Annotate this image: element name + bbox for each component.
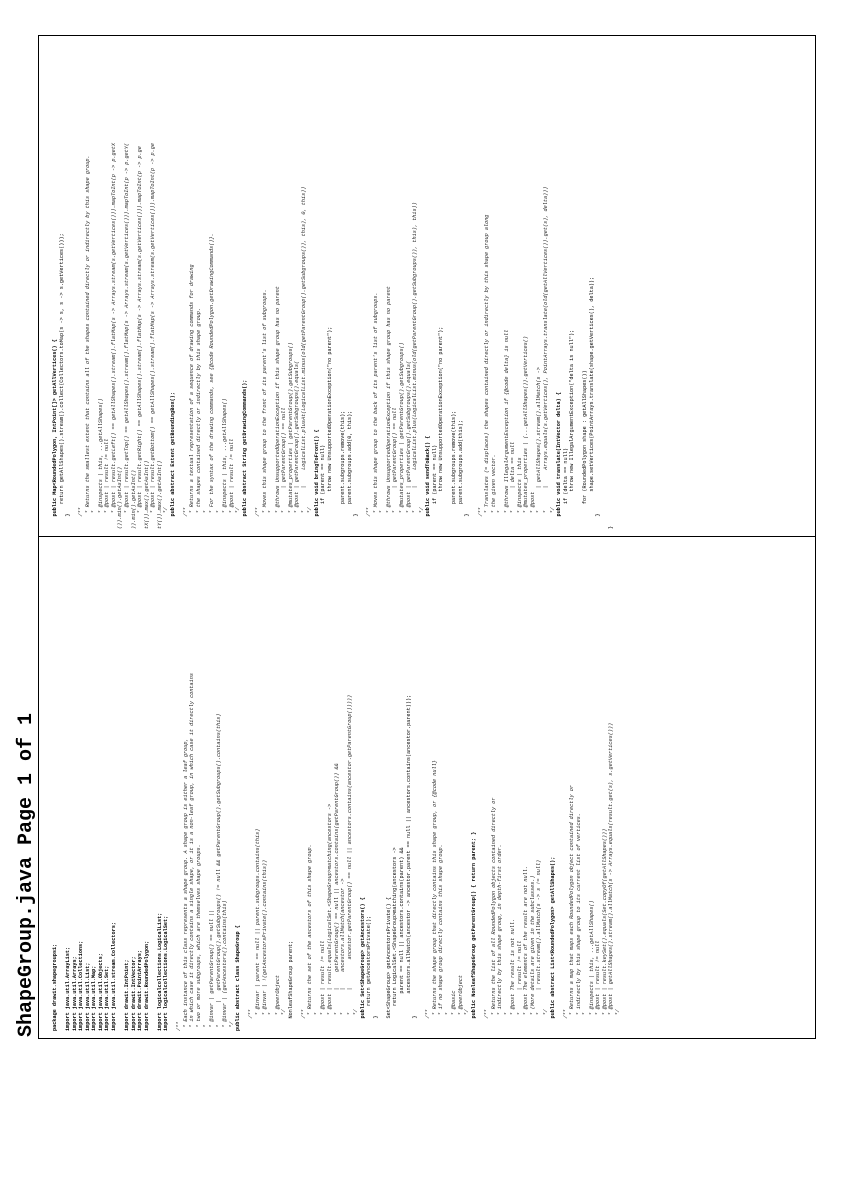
code-line: import java.util.Set; xyxy=(104,965,111,1031)
code-line: public Set<ShapeGroup> getAncestors() { xyxy=(359,897,366,1031)
code-line: * xyxy=(444,1012,451,1031)
code-line: * @post | result.keySet().equals(Set.copyOf(getAllShapes())) xyxy=(601,828,608,1031)
code-line: * @post | result != null xyxy=(320,940,327,1031)
code-line: shape.setVertices(PointArrays.translate(shape.getVertices(), delta)); xyxy=(588,276,595,529)
code-line: public abstract class ShapeGroup { xyxy=(235,925,242,1031)
code-line: import drawit.IntVector; xyxy=(130,956,137,1031)
code-line: public void translate(IntVector delta) { xyxy=(556,392,563,529)
code-line: /** xyxy=(176,1021,183,1031)
code-line: * the shapes contained directly or indirectly by this shape group. xyxy=(196,307,203,529)
code-line: * @post | result != null xyxy=(104,438,111,529)
code-line: * Moves this shape group to the back of its parent's list of subgroups. xyxy=(372,292,379,529)
code-line: */ xyxy=(228,1021,235,1031)
code-line: * @inspects | this, ...getAllShapes() xyxy=(222,398,229,529)
code-column-right xyxy=(52,39,812,529)
code-line: * @post | result != null xyxy=(595,940,602,1031)
code-line: import java.util.Map; xyxy=(91,965,98,1031)
code-line: public NonleafShapeGroup getParentGroup() { return parent; } xyxy=(471,831,477,1031)
code-line: public Map<RoundedPolygon, IntPoint[]> getAllVertices() { xyxy=(52,339,58,529)
code-line: parent.subgroups.remove(this); xyxy=(451,410,458,529)
code-line: tX()).max().getAsInt() xyxy=(143,460,150,529)
page-title: ShapeGroup.java Page 1 of 1 xyxy=(15,712,38,1037)
code-line: * | ancestor.getParentGroup() == null || ancestors.contains(ancestor.getParentGroup())))) xyxy=(346,694,353,1031)
code-line: import java.util.Objects; xyxy=(97,953,104,1031)
code-line: * @post | getParentGroup().getSubgroups().equals( xyxy=(405,360,412,529)
code-line: * xyxy=(313,1012,320,1031)
code-line: * For the syntax of the drawing commands, see {@code RoundedPolygon.getDrawingCommands()}. xyxy=(209,233,216,529)
code-line: tY()).max().getAsInt() xyxy=(156,460,163,529)
code-line: throw new UnsupportedOperationException("no parent"); xyxy=(438,326,445,529)
code-line: import java.util.ArrayList; xyxy=(65,946,72,1031)
code-line: * xyxy=(379,510,386,529)
code-line: /** xyxy=(562,1009,569,1031)
code-line: * Translates (= displaces) the shapes contained directly or indirectly by this shape group along xyxy=(484,214,491,529)
code-line: return getAncestorsPrivate(); xyxy=(366,915,373,1031)
code-line: import logicalcollections.LogicalSet; xyxy=(163,915,170,1031)
code-line: * @peerObject xyxy=(457,974,464,1031)
code-line: */ xyxy=(163,507,170,529)
code-line: * Moves this shape group to the front of its parent's list of subgroups. xyxy=(261,289,268,529)
code-line: for (RoundedPolygon shape : getAllShapes()) xyxy=(582,370,589,529)
code-line: parent.subgroups.add(0, this); xyxy=(346,410,353,529)
code-line: Set<ShapeGroup> getAncestorsPrivate() { xyxy=(385,897,392,1031)
code-line: * @inspects | this xyxy=(516,457,523,529)
code-line: * if no shape group directly contains this shape group. xyxy=(438,844,445,1031)
code-line: } xyxy=(608,525,615,529)
code-line: * xyxy=(202,1024,209,1031)
code-line: NonleafShapeGroup parent; xyxy=(287,940,294,1031)
code-line: public void sendToBack() { xyxy=(425,435,432,529)
code-line: * @invar | getParentGroup() == null || xyxy=(209,909,216,1031)
code-line: * xyxy=(215,510,222,529)
code-line: * | getParentGroup() == null xyxy=(281,407,288,529)
code-line: * @throws UnsupportedOperationException if this shape group has no parent xyxy=(274,286,281,529)
code-line: * @inspects | this, ...getAllShapes() xyxy=(97,398,104,529)
code-line: * indirectly by this shape group, in depth-first order. xyxy=(497,844,504,1031)
code-line: * | getParentGroup() == null || ancestors.contains(getParentGroup()) && xyxy=(333,763,340,1031)
code-line: */ xyxy=(615,1009,622,1031)
code-line: public abstract Extent getBoundingBox(); xyxy=(169,392,176,529)
code-line: */ xyxy=(549,507,556,529)
code-line: * @post | result.getTop() == getAllShapes().stream().flatMap(s -> Arrays.stream(s.getVertices())).mapToInt(p -> p.getY( xyxy=(124,142,131,529)
code-line: */ xyxy=(235,507,242,529)
code-line: * Returns the list of all RoundedPolygon objects contained directly or xyxy=(490,797,497,1031)
code-line: /** xyxy=(248,1009,255,1031)
code-line: return getAllShapes().stream().collect(Collectors.toMap(s -> s, s -> s.getVertices())); xyxy=(58,233,65,529)
code-line: * @throws IllegalArgumentException if {@code delta} is null xyxy=(503,329,510,529)
code-line: * Each instance of this class represents a shape group. A shape group is either a leaf group, xyxy=(182,738,189,1031)
code-line: package drawit.shapegroups1; xyxy=(52,943,58,1031)
code-line: /** xyxy=(254,507,261,529)
code-line: public abstract List<RoundedPolygon> getAllShapes(); xyxy=(549,856,556,1031)
code-line: /** xyxy=(366,507,373,529)
code-line: import logicalcollections.LogicalList; xyxy=(156,912,163,1031)
code-line: * | delta == null xyxy=(510,441,517,529)
code-line: return LogicalSet.<ShapeGroup>matching(ancestors -> xyxy=(392,847,399,1031)
code-line: } xyxy=(65,513,72,529)
code-line: * | getParentGroup() == null xyxy=(392,407,399,529)
code-line: */ xyxy=(281,1009,288,1031)
code-line: * Returns a map that maps each RoundedPolygon object contained directly or xyxy=(569,785,576,1031)
code-line: /** xyxy=(300,1009,307,1031)
code-line: * | ancestors.allMatch(ancestor -> xyxy=(340,878,347,1031)
code-line: * @mutates_properties | getParentGroup().getSubgroups() xyxy=(398,342,405,529)
code-line: * xyxy=(268,1012,275,1031)
code-line: * the given vector. xyxy=(490,454,497,529)
code-line: )).min().getAsInt() xyxy=(130,469,137,529)
code-line: /** xyxy=(484,1009,491,1031)
code-line: if (parent == null) xyxy=(431,444,438,529)
code-line: * xyxy=(503,1012,510,1031)
code-line: * xyxy=(582,1012,589,1031)
code-line: } xyxy=(353,513,360,529)
code-line: import java.util.stream.Collectors; xyxy=(110,922,117,1031)
code-line: * xyxy=(497,510,504,529)
code-line: * @post | getAllShapes().stream().allMatch(s -> Arrays.equals(result.get(s), s.getVertices())) xyxy=(608,722,615,1031)
code-line: * @inspects | this, ...getAllShapes() xyxy=(588,900,595,1031)
code-line: throw new IllegalArgumentException("delta is null"); xyxy=(569,329,576,529)
code-line: * @post | result.getBottom() == getAllShapes().stream().flatMap(s -> Arrays.stream(s.getVertices())).mapToInt(p -> p.ge xyxy=(150,142,157,529)
code-column-left xyxy=(52,545,812,1031)
code-line: */ xyxy=(543,1009,550,1031)
code-line: * @post xyxy=(529,491,536,529)
code-line: * indirectly by this shape group to its current list of vertices. xyxy=(575,813,582,1031)
code-line: * @peerObject xyxy=(274,974,281,1031)
code-line: } xyxy=(464,513,471,529)
code-line: /** xyxy=(78,507,85,529)
code-line: */ xyxy=(307,507,314,529)
code-line: import drawit.IntPoint; xyxy=(124,959,131,1031)
code-line: } xyxy=(372,1015,379,1031)
code-line: parent == null || ancestors.contains(parent) && xyxy=(398,847,405,1031)
code-line: * @post | getParentGroup().getSubgroups().equals( xyxy=(294,360,301,529)
code-line: * @post | result != null xyxy=(228,438,235,529)
code-line: /** xyxy=(182,507,189,529)
code-line: * | result.stream().allMatch(s -> s != null) xyxy=(536,859,543,1031)
code-line: * @invar | !(getAncestorsPrivate().contains(this)) xyxy=(261,859,268,1031)
code-line: * | LogicalList.plus(LogicalList.minus(old(getParentGroup().getSubgroups()), this), this)) xyxy=(412,202,419,529)
code-line: * xyxy=(91,510,98,529)
column-divider xyxy=(38,536,816,537)
code-line: import drawit.RoundedPolygon; xyxy=(143,940,150,1031)
code-line: * xyxy=(202,510,209,529)
code-line: * @post | result.getLeft() == getAllShapes().stream().flatMap(s -> Arrays.stream(s.getVertices())).mapToInt(p -> p.getX xyxy=(110,142,117,529)
code-line: * (More details are given in the subclasses.) xyxy=(529,875,536,1031)
code-line: */ xyxy=(353,1009,360,1031)
code-line: * Returns a textual representation of a sequence of drawing commands for drawing xyxy=(189,264,196,529)
code-line: import drawit.PointArrays; xyxy=(137,950,144,1031)
code-line: * | LogicalList.plusAt(LogicalList.minus(old(getParentGroup().getSubgroups()), this), 0, this)) xyxy=(300,186,307,529)
code-line: import java.util.List; xyxy=(84,962,91,1031)
code-line: } xyxy=(412,1015,419,1031)
code-line: if (delta == null) xyxy=(562,448,569,529)
code-line: * Returns the shape group that directly contains this shape group, or {@code null} xyxy=(431,760,438,1031)
code-line: * in which case it directly contains a single shape, or it is a non-leaf group, in which case it directly contains xyxy=(189,673,196,1031)
code-line: * Returns the set of the ancestors of this shape group. xyxy=(307,844,314,1031)
code-line: parent.subgroups.add(this); xyxy=(457,420,464,529)
code-line: */ xyxy=(418,507,425,529)
code-line: * @post The result is not null. xyxy=(510,918,517,1031)
code-line: public void bringToFront() { xyxy=(313,429,320,529)
code-line: /** xyxy=(425,1009,432,1031)
code-line: * | result != null xyxy=(516,940,523,1031)
code-line: */ xyxy=(464,1009,471,1031)
code-line: } xyxy=(595,513,602,529)
code-line: /** xyxy=(477,507,484,529)
code-line: import java.util.Collections; xyxy=(78,940,85,1031)
code-line: throw new UnsupportedOperationException("no parent"); xyxy=(326,326,333,529)
code-line: * | Arrays.equals(s.getVertices(), PointArrays.translate(old(getAllVertices()).get(s), delta))) xyxy=(543,186,550,529)
code-line: parent.subgroups.remove(this); xyxy=(340,410,347,529)
code-line: ()).min().getAsInt() xyxy=(117,466,124,529)
code-line: * two or more subgroups, which are themselves shape groups. xyxy=(196,844,203,1031)
code-line: * | getParentGroup().getSubgroups() != null && getParentGroup().getSubgroups().contains(this) xyxy=(215,713,222,1031)
code-line: if (parent == null) xyxy=(320,444,327,529)
code-line: * @mutates_properties | (...getAllShapes()).getVertices() xyxy=(523,335,530,529)
code-line: * xyxy=(268,510,275,529)
code-line: * @post The elements of the result are not null. xyxy=(523,866,530,1031)
code-line: import java.util.Arrays; xyxy=(71,956,78,1031)
code-line: * @mutates_properties | getParentGroup().getSubgroups() xyxy=(287,342,294,529)
code-line: * | getAllShapes().stream().allMatch(s -> xyxy=(536,367,543,529)
code-line: * Returns the smallest extent that contains all of the shapes contained directly or indirectly by this shape group. xyxy=(84,155,91,529)
code-line: ancestors.allMatch(ancestor -> ancestor.parent == null || ancestors.contains(ancestor.parent))); xyxy=(405,694,412,1031)
code-line: * @post | result.equals(LogicalSet.<ShapeGroup>matching(ancestors -> xyxy=(326,803,333,1031)
code-line: * @basic xyxy=(451,990,458,1031)
code-line: * @invar | parent == null || parent.subgroups.contains(this) xyxy=(254,828,261,1031)
code-line: * @post | result.getRight() == getAllShapes().stream().flatMap(s -> Arrays.stream(s.getVertices())).mapToInt(p -> p.ge xyxy=(137,146,144,529)
code-line: * @invar | (getAncestors().contains(this) xyxy=(222,900,229,1031)
code-line: * @throws UnsupportedOperationException if this shape group has no parent xyxy=(385,286,392,529)
code-line: public abstract String getDrawingCommands(); xyxy=(241,379,248,529)
